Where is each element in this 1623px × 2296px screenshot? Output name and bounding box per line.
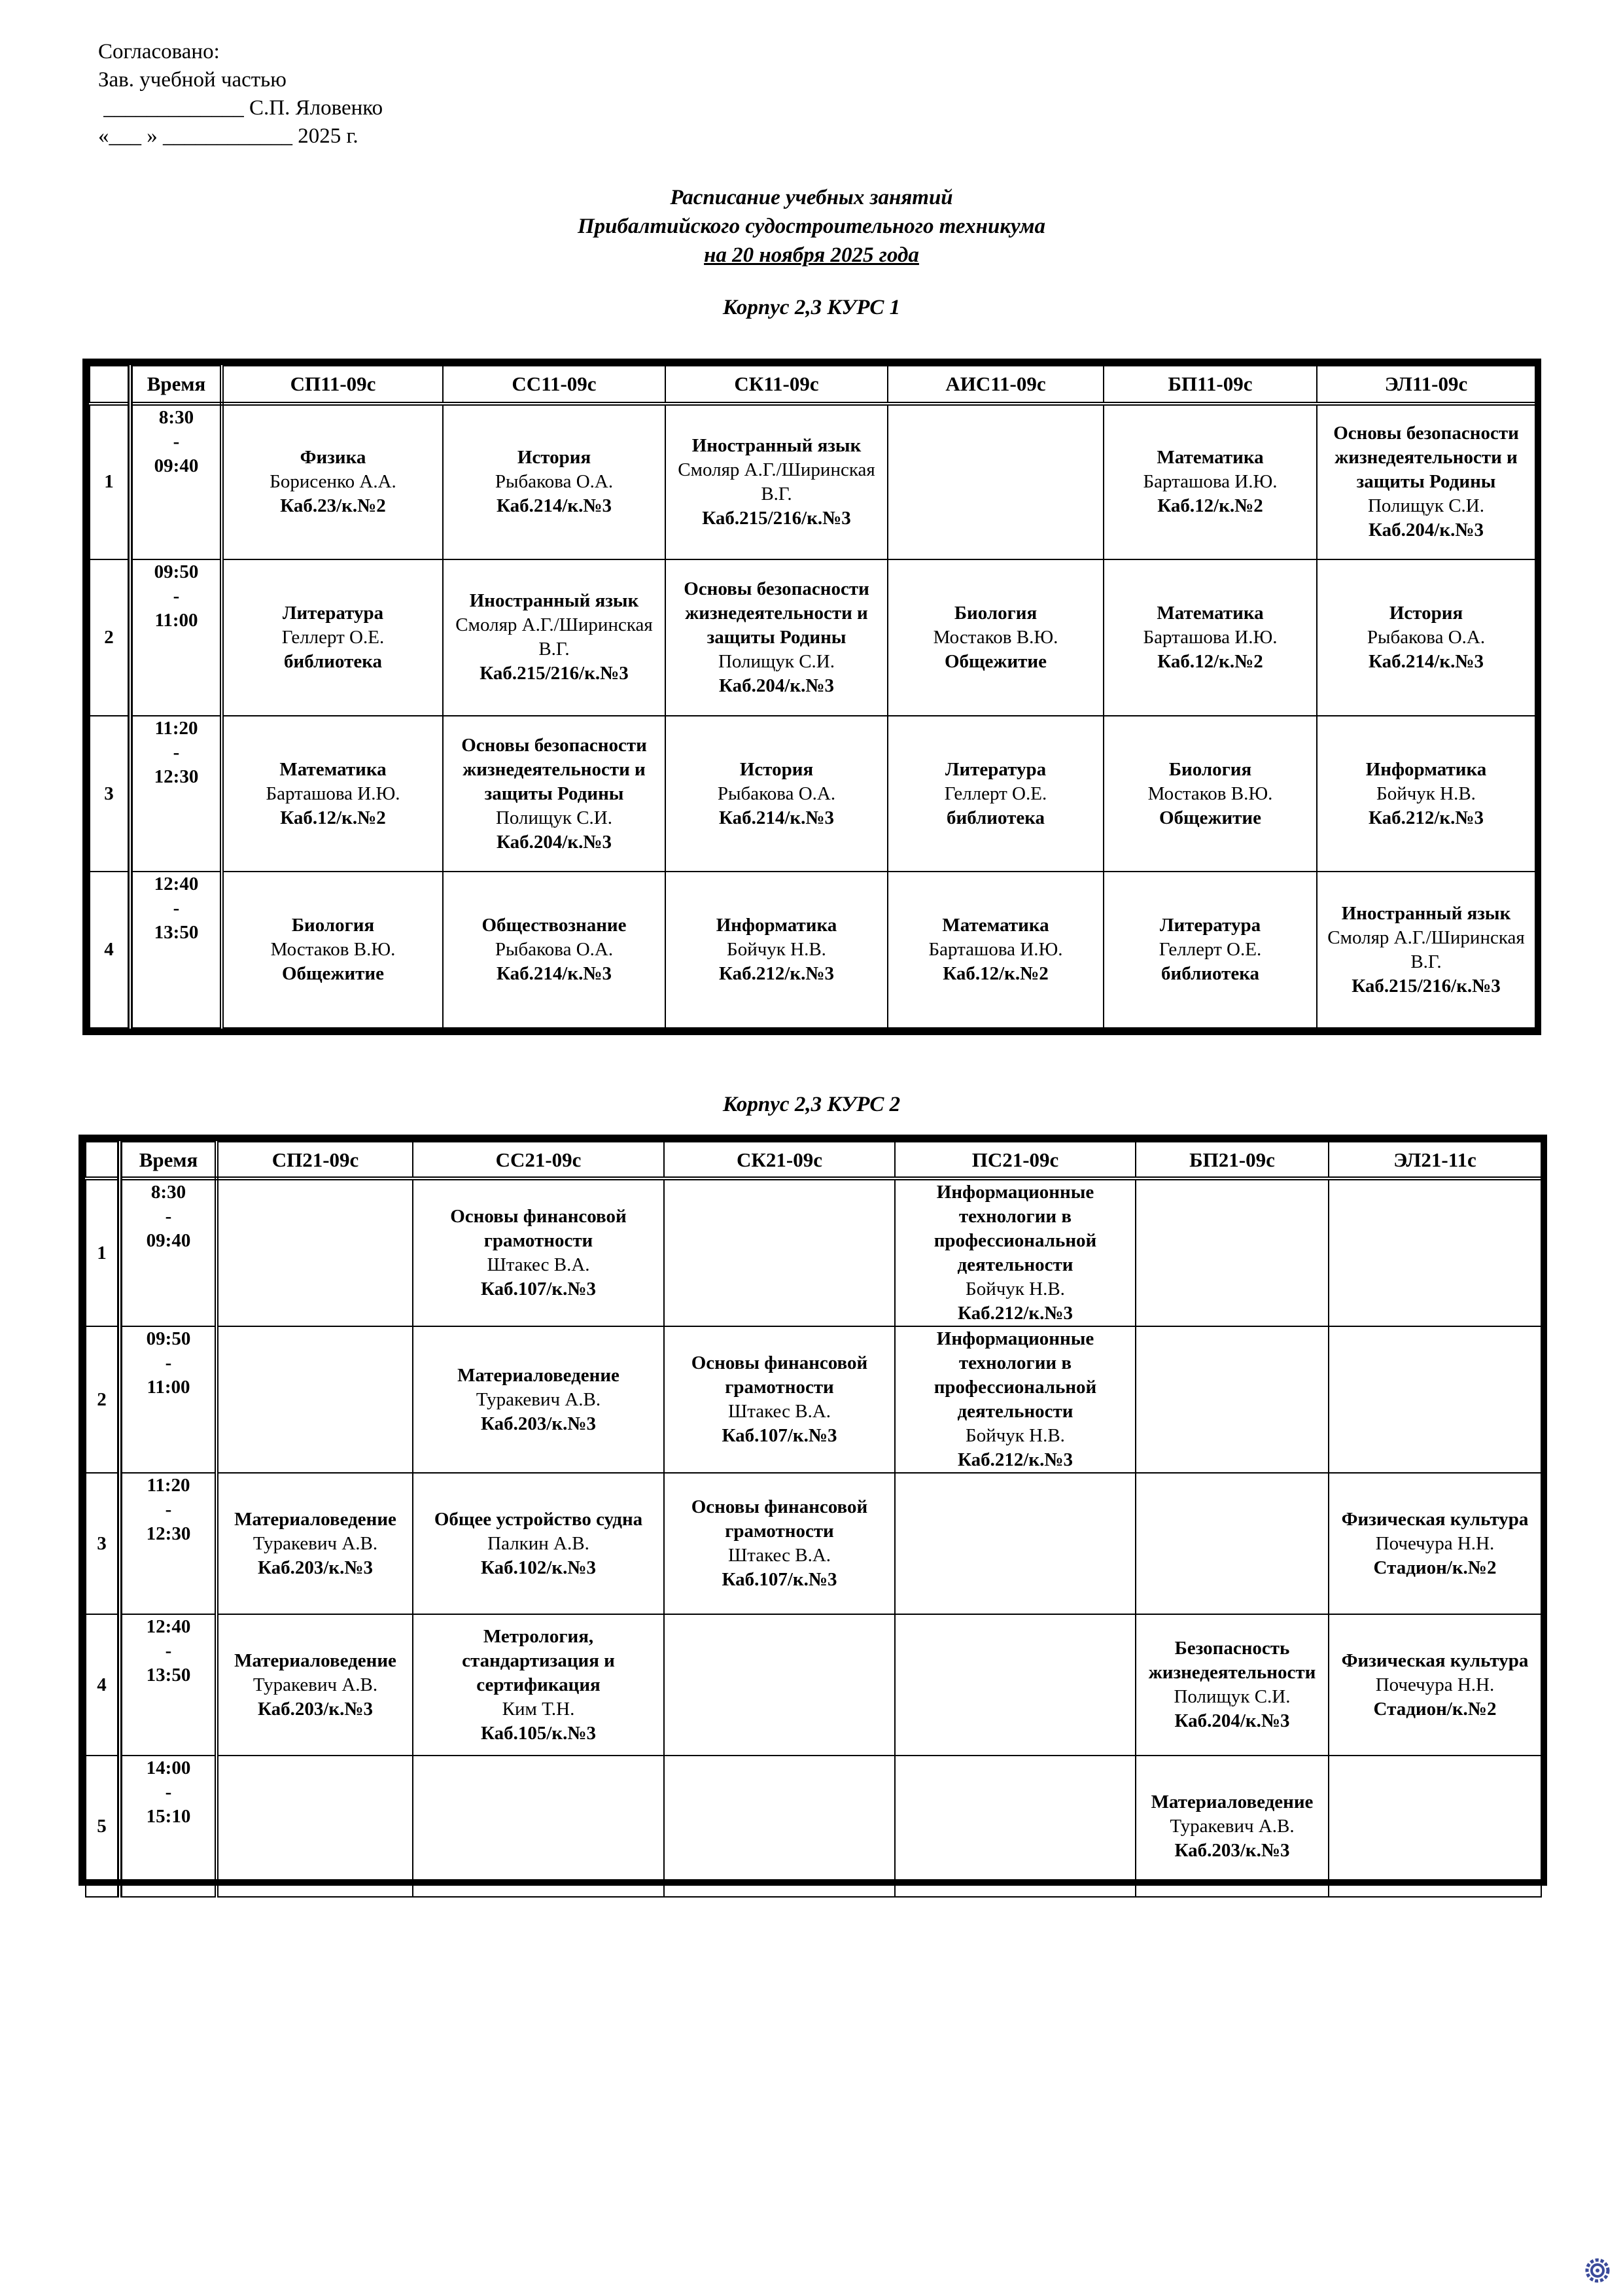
time-end: 12:30 (154, 766, 199, 787)
lesson-cell (1104, 872, 1317, 1028)
lesson-cell (1136, 1756, 1329, 1897)
row-number-header (86, 1142, 120, 1178)
lesson-room: Каб.215/216/к.№3 (702, 507, 851, 529)
lesson-row (90, 559, 1535, 716)
lesson-teacher: Барташова И.Ю. (266, 783, 400, 804)
lesson-cell (443, 559, 665, 716)
lesson-teacher: Туракевич А.В. (476, 1388, 601, 1410)
lesson-teacher: Рыбакова О.А. (495, 471, 614, 493)
lesson-cell (895, 1756, 1136, 1897)
time-dash: - (165, 1782, 172, 1803)
lesson-subject: Основы безопасности жизнедеятельности и защиты Родины (684, 578, 869, 648)
lesson-teacher: Полищук С.И. (1367, 495, 1484, 517)
lesson-cell (413, 1756, 664, 1897)
course1-table-frame (82, 359, 1541, 1035)
lesson-teacher: Смоляр А.Г./Ширинская В.Г. (1327, 927, 1525, 972)
time-start: 11:20 (147, 1475, 190, 1496)
lesson-room: библиотека (284, 650, 382, 672)
time-end: 09:40 (154, 455, 199, 476)
time-dash: - (173, 586, 180, 607)
lesson-teacher: Смоляр А.Г./Ширинская В.Г. (678, 459, 875, 504)
lesson-teacher: Полищук С.И. (718, 650, 835, 672)
lesson-subject: Физика (300, 447, 366, 468)
row-number-header (90, 366, 130, 404)
lesson-cell (664, 1326, 895, 1473)
lesson-teacher: Смоляр А.Г./Ширинская В.Г. (455, 614, 653, 660)
lesson-teacher: Геллерт О.Е. (281, 626, 385, 648)
header-row (90, 366, 1535, 404)
lesson-cell (1317, 872, 1535, 1028)
lesson-teacher: Рыбакова О.А. (1367, 626, 1486, 648)
approval-line: Согласовано: (98, 40, 220, 63)
lesson-subject: Безопасность жизнедеятельности (1148, 1638, 1316, 1683)
lesson-room: Каб.102/к.№3 (480, 1557, 597, 1578)
lesson-time (130, 559, 222, 716)
lesson-cell (895, 1473, 1136, 1614)
group-column-header: ПС21-09с (895, 1142, 1136, 1178)
lesson-room: Каб.214/к.№3 (496, 495, 612, 517)
lesson-room: Каб.212/к.№3 (718, 963, 835, 985)
lesson-subject: Информационные технологии в профессиональной деятельности (934, 1328, 1097, 1422)
lesson-subject: Основы финансовой грамотности (691, 1352, 868, 1398)
lesson-cell (665, 716, 888, 872)
time-end: 11:00 (154, 610, 198, 631)
lesson-subject: Литература (1159, 915, 1261, 936)
lesson-cell (1136, 1178, 1329, 1326)
lesson-teacher: Штакес В.А. (487, 1254, 590, 1275)
lesson-time (130, 716, 222, 872)
lesson-room: Общежитие (1159, 807, 1261, 828)
lesson-row (86, 1326, 1541, 1473)
course2-table-frame (79, 1135, 1547, 1886)
lesson-cell (1104, 559, 1317, 716)
lesson-number: 3 (90, 716, 130, 872)
lesson-cell (222, 872, 443, 1028)
lesson-room: Каб.107/к.№3 (480, 1279, 597, 1299)
lesson-teacher: Туракевич А.В. (1170, 1815, 1295, 1837)
lesson-row (86, 1178, 1541, 1326)
lesson-subject: Иностранный язык (469, 590, 639, 612)
time-dash: - (165, 1640, 172, 1661)
lesson-teacher: Бойчук Н.В. (966, 1279, 1065, 1299)
time-column-header: Время (130, 366, 222, 404)
lesson-cell (895, 1614, 1136, 1756)
header-row (86, 1142, 1541, 1178)
lesson-room: Каб.203/к.№3 (1174, 1839, 1290, 1861)
lesson-subject: Основы финансовой грамотности (691, 1496, 868, 1542)
lesson-subject: Биология (291, 915, 375, 936)
lesson-subject: Математика (942, 915, 1049, 936)
lesson-subject: Основы безопасности жизнедеятельности и защиты Родины (461, 734, 647, 804)
document-heading (0, 183, 1623, 270)
time-end: 11:00 (147, 1377, 190, 1398)
lesson-cell (443, 716, 665, 872)
lesson-cell (222, 716, 443, 872)
time-end: 13:50 (146, 1665, 191, 1686)
lesson-subject: Иностранный язык (691, 434, 862, 456)
lesson-time (120, 1178, 217, 1326)
lesson-cell (217, 1473, 413, 1614)
lesson-teacher: Геллерт О.Е. (1159, 939, 1262, 961)
lesson-subject: Общее устройство судна (434, 1508, 643, 1530)
time-start: 12:40 (154, 874, 199, 895)
time-start: 09:50 (154, 561, 199, 583)
lesson-subject: Физическая культура (1341, 1508, 1529, 1530)
lesson-teacher: Мостаков В.Ю. (1147, 783, 1273, 804)
lesson-subject: Биология (1168, 758, 1252, 780)
lesson-cell (895, 1178, 1136, 1326)
lesson-time (120, 1756, 217, 1897)
lesson-cell (217, 1614, 413, 1756)
lesson-number: 2 (90, 559, 130, 716)
lesson-room: Каб.12/к.№2 (1157, 495, 1263, 517)
approval-line: _____________ С.П. Яловенко (98, 96, 383, 120)
lesson-cell (413, 1473, 664, 1614)
gear-logo-icon (1583, 2256, 1612, 2285)
lesson-room: Каб.204/к.№3 (1368, 520, 1484, 541)
group-column-header: СК21-09с (664, 1142, 895, 1178)
lesson-teacher: Бойчук Н.В. (727, 939, 826, 961)
lesson-room: Каб.215/216/к.№3 (1352, 975, 1501, 997)
approval-line: Зав. учебной частью (98, 68, 287, 92)
lesson-teacher: Барташова И.Ю. (1143, 471, 1278, 493)
lesson-subject: Литература (282, 602, 384, 624)
lesson-room: Каб.215/216/к.№3 (480, 663, 629, 684)
lesson-cell (217, 1178, 413, 1326)
time-dash: - (165, 1352, 172, 1373)
course2-title: Корпус 2,3 КУРС 2 (722, 1093, 901, 1116)
time-end: 12:30 (146, 1523, 191, 1544)
lesson-cell (1329, 1473, 1541, 1614)
lesson-cell (1136, 1614, 1329, 1756)
time-start: 8:30 (158, 406, 194, 428)
group-column-header: СС11-09с (443, 366, 665, 404)
lesson-cell (665, 872, 888, 1028)
lesson-cell (1329, 1178, 1541, 1326)
lesson-room: Каб.203/к.№3 (480, 1413, 597, 1434)
lesson-subject: Материаловедение (1151, 1791, 1314, 1812)
lesson-time (120, 1473, 217, 1614)
lesson-cell (1329, 1326, 1541, 1473)
lesson-teacher: Рыбакова О.А. (495, 939, 614, 961)
time-start: 09:50 (146, 1328, 191, 1349)
lesson-row (86, 1756, 1541, 1897)
group-column-header: СП11-09с (222, 366, 443, 404)
group-column-header: ЭЛ11-09с (1317, 366, 1535, 404)
lesson-cell (413, 1178, 664, 1326)
lesson-room: Каб.12/к.№2 (1157, 650, 1263, 672)
lesson-teacher: Полищук С.И. (495, 807, 612, 828)
lesson-room: Общежитие (945, 650, 1047, 672)
heading-line: Прибалтийского судостроительного техникума (578, 215, 1045, 238)
lesson-teacher: Барташова И.Ю. (1143, 626, 1278, 648)
lesson-cell (217, 1756, 413, 1897)
lesson-teacher: Борисенко А.А. (270, 471, 396, 493)
lesson-cell (665, 559, 888, 716)
lesson-cell (413, 1326, 664, 1473)
lesson-cell (1136, 1473, 1329, 1614)
lesson-subject: Материаловедение (457, 1364, 620, 1386)
course1-title: Корпус 2,3 КУРС 1 (722, 296, 901, 319)
lesson-cell (217, 1326, 413, 1473)
group-column-header: ЭЛ21-11с (1329, 1142, 1541, 1178)
lesson-room: Каб.203/к.№3 (257, 1557, 374, 1578)
lesson-room: Каб.204/к.№3 (1174, 1710, 1290, 1731)
group-column-header: БП21-09с (1136, 1142, 1329, 1178)
time-dash: - (165, 1206, 172, 1227)
lesson-cell (1104, 404, 1317, 560)
lesson-cell (1104, 716, 1317, 872)
lesson-subject: Информационные технологии в профессиональной деятельности (934, 1182, 1097, 1275)
lesson-subject: Математика (1157, 447, 1264, 468)
lesson-row (86, 1614, 1541, 1756)
lesson-cell (888, 559, 1104, 716)
lesson-cell (664, 1756, 895, 1897)
group-column-header: СС21-09с (413, 1142, 664, 1178)
lesson-room: Каб.204/к.№3 (496, 831, 612, 853)
time-end: 15:10 (146, 1806, 191, 1827)
lesson-room: Каб.214/к.№3 (496, 963, 612, 985)
lesson-number: 4 (90, 872, 130, 1028)
lesson-number: 2 (86, 1326, 120, 1473)
lesson-cell (664, 1178, 895, 1326)
lesson-subject: Информатика (716, 915, 837, 936)
time-start: 8:30 (150, 1182, 186, 1203)
lesson-cell (1317, 559, 1535, 716)
lesson-number: 3 (86, 1473, 120, 1614)
lesson-cell (443, 872, 665, 1028)
lesson-row (86, 1473, 1541, 1614)
group-column-header: СК11-09с (665, 366, 888, 404)
lesson-number: 5 (86, 1756, 120, 1897)
lesson-subject: История (739, 758, 814, 780)
lesson-teacher: Бойчук Н.В. (1376, 783, 1476, 804)
lesson-cell (665, 404, 888, 560)
lesson-cell (888, 404, 1104, 560)
lesson-cell (1136, 1326, 1329, 1473)
lesson-teacher: Почечура Н.Н. (1375, 1532, 1495, 1554)
lesson-cell (413, 1614, 664, 1756)
time-column-header: Время (120, 1142, 217, 1178)
lesson-subject: Обществознание (481, 915, 627, 936)
lesson-teacher: Туракевич А.В. (253, 1674, 378, 1695)
lesson-cell (1329, 1756, 1541, 1897)
lesson-subject: Информатика (1365, 758, 1487, 780)
lesson-cell (1317, 716, 1535, 872)
heading-line: Расписание учебных занятий (670, 186, 953, 209)
lesson-subject: Математика (279, 758, 387, 780)
lesson-room: Каб.203/к.№3 (257, 1698, 374, 1720)
lesson-teacher: Полищук С.И. (1174, 1686, 1291, 1707)
time-dash: - (173, 741, 180, 763)
lesson-room: Каб.23/к.№2 (280, 495, 386, 517)
time-end: 13:50 (154, 922, 199, 944)
lesson-teacher: Палкин А.В. (487, 1532, 589, 1554)
lesson-subject: Биология (954, 602, 1038, 624)
lesson-subject: Материаловедение (234, 1508, 396, 1530)
lesson-room: Каб.107/к.№3 (722, 1425, 837, 1446)
lesson-room: Стадион/к.№2 (1373, 1698, 1497, 1720)
lesson-teacher: Штакес В.А. (727, 1401, 831, 1422)
lesson-cell (888, 872, 1104, 1028)
lesson-subject: Основы безопасности жизнедеятельности и защиты Родины (1333, 423, 1519, 493)
lesson-room: Общежитие (282, 963, 384, 985)
lesson-room: Каб.212/к.№3 (957, 1449, 1073, 1470)
lesson-room: Каб.204/к.№3 (718, 675, 835, 696)
lesson-cell (443, 404, 665, 560)
time-end: 09:40 (146, 1230, 191, 1251)
lesson-teacher: Геллерт О.Е. (944, 783, 1047, 804)
lesson-subject: Основы финансовой грамотности (450, 1206, 627, 1251)
lesson-number: 4 (86, 1614, 120, 1756)
lesson-room: Каб.214/к.№3 (718, 807, 835, 828)
lesson-teacher: Почечура Н.Н. (1375, 1674, 1495, 1695)
lesson-room: Каб.214/к.№3 (1368, 650, 1484, 672)
lesson-time (120, 1614, 217, 1756)
lesson-cell (1329, 1614, 1541, 1756)
course2-schedule-table (85, 1141, 1542, 1898)
lesson-subject: Математика (1157, 602, 1264, 624)
lesson-time (130, 404, 222, 560)
lesson-cell (222, 559, 443, 716)
lesson-teacher: Штакес В.А. (727, 1545, 831, 1566)
lesson-row (90, 716, 1535, 872)
lesson-cell (888, 716, 1104, 872)
lesson-cell (222, 404, 443, 560)
lesson-subject: Метрология, стандартизация и сертификация (462, 1625, 615, 1695)
lesson-number: 1 (86, 1178, 120, 1326)
lesson-room: Каб.212/к.№3 (957, 1303, 1073, 1324)
group-column-header: СП21-09с (217, 1142, 413, 1178)
time-dash: - (173, 431, 180, 452)
time-start: 12:40 (146, 1616, 191, 1637)
lesson-cell (664, 1614, 895, 1756)
lesson-teacher: Рыбакова О.А. (717, 783, 836, 804)
lesson-room: Каб.105/к.№3 (480, 1722, 597, 1744)
lesson-teacher: Барташова И.Ю. (928, 939, 1063, 961)
time-dash: - (165, 1499, 172, 1520)
time-start: 11:20 (154, 717, 198, 739)
lesson-room: библиотека (947, 807, 1045, 828)
lesson-subject: История (517, 447, 591, 468)
heading-date: на 20 ноября 2025 года (704, 243, 919, 267)
lesson-row (90, 872, 1535, 1028)
lesson-room: Каб.107/к.№3 (722, 1569, 837, 1590)
lesson-cell (1317, 404, 1535, 560)
course1-schedule-table (89, 365, 1536, 1029)
lesson-room: Стадион/к.№2 (1373, 1557, 1497, 1578)
lesson-subject: Иностранный язык (1341, 902, 1511, 924)
lesson-time (130, 872, 222, 1028)
lesson-room: Каб.12/к.№2 (280, 807, 386, 828)
lesson-subject: Материаловедение (234, 1650, 396, 1671)
group-column-header: БП11-09с (1104, 366, 1317, 404)
lesson-cell (664, 1473, 895, 1614)
lesson-room: Каб.12/к.№2 (943, 963, 1049, 985)
lesson-subject: Литература (945, 758, 1047, 780)
lesson-teacher: Ким Т.Н. (502, 1698, 575, 1720)
lesson-teacher: Бойчук Н.В. (966, 1425, 1065, 1446)
approval-line: «___ » ____________ 2025 г. (98, 124, 358, 148)
lesson-teacher: Туракевич А.В. (253, 1532, 378, 1554)
time-start: 14:00 (146, 1757, 191, 1778)
lesson-cell (895, 1326, 1136, 1473)
lesson-subject: Физическая культура (1341, 1650, 1529, 1671)
lesson-number: 1 (90, 404, 130, 560)
group-column-header: АИС11-09с (888, 366, 1104, 404)
lesson-subject: История (1389, 602, 1463, 624)
lesson-time (120, 1326, 217, 1473)
lesson-room: Каб.212/к.№3 (1368, 807, 1484, 828)
time-dash: - (173, 898, 180, 919)
approval-block (98, 38, 383, 150)
lesson-row (90, 404, 1535, 560)
lesson-teacher: Мостаков В.Ю. (270, 939, 396, 961)
lesson-teacher: Мостаков В.Ю. (933, 626, 1058, 648)
lesson-room: библиотека (1161, 963, 1259, 985)
